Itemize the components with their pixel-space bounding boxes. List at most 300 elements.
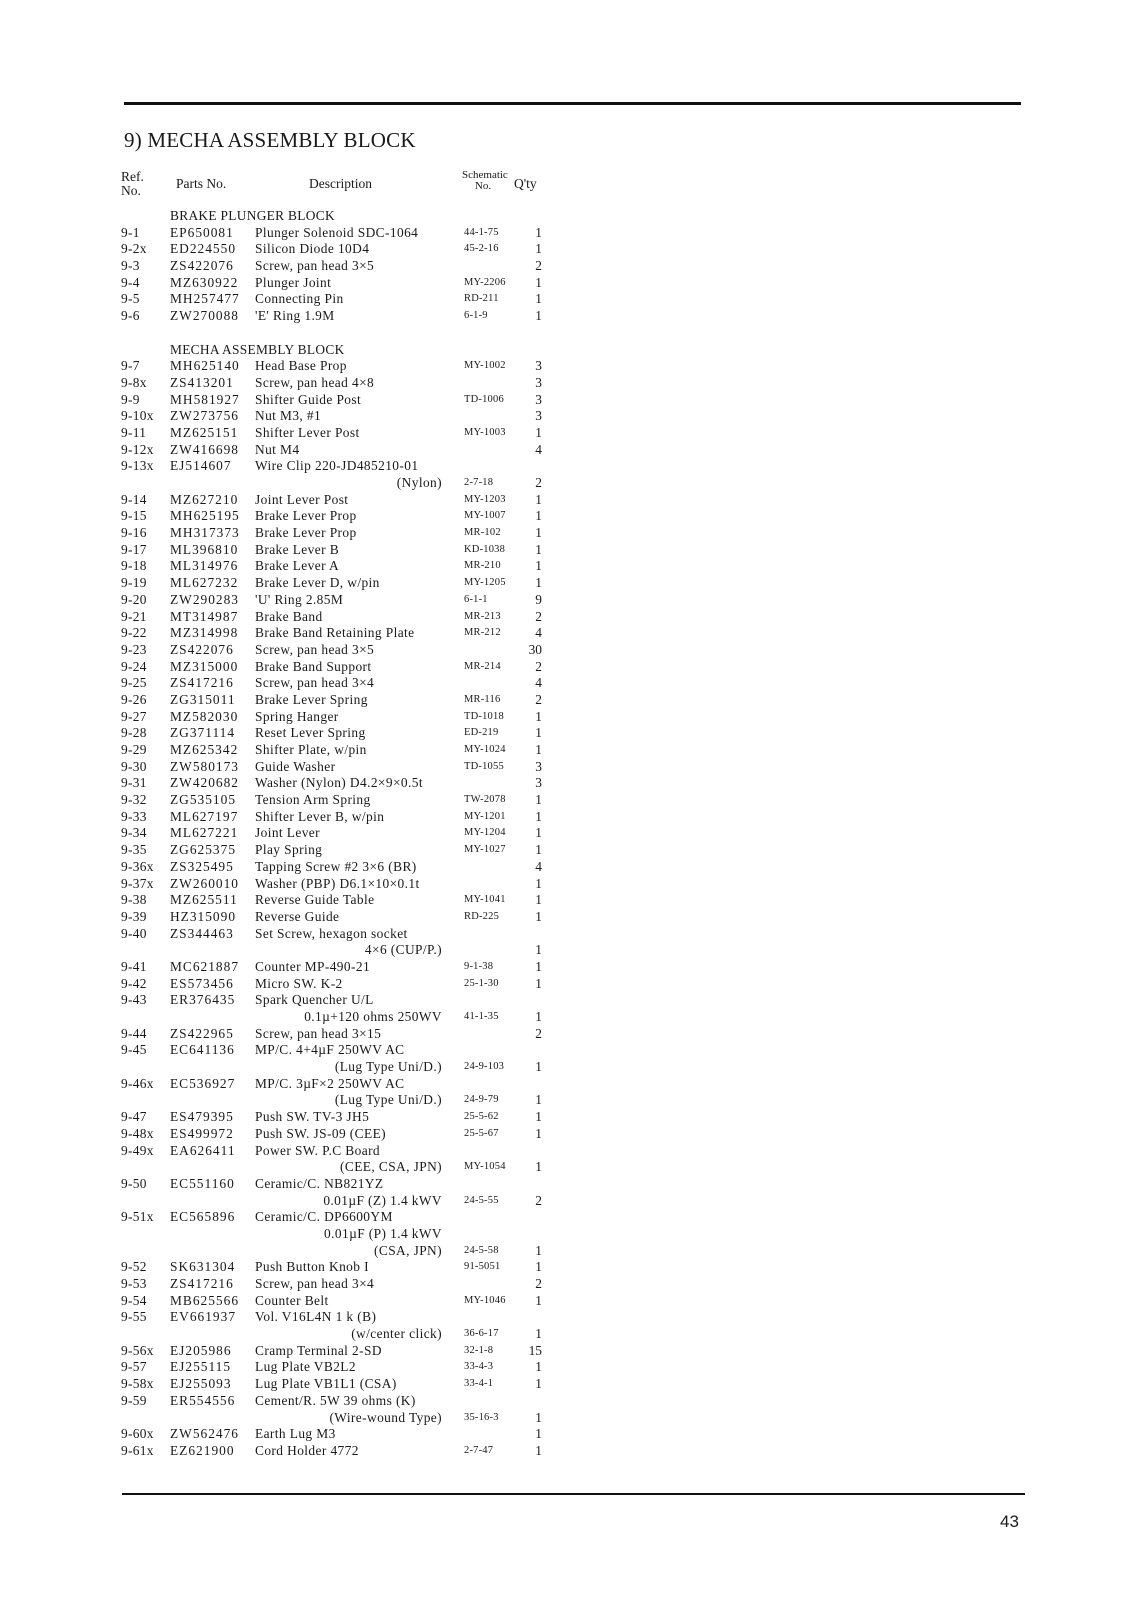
header-description: Description (309, 176, 372, 191)
table-row (0, 892, 1132, 909)
qty-cell: 1 (535, 1159, 542, 1175)
qty-cell: 2 (535, 1276, 542, 1291)
schematic-no-cell: TD-1055 (464, 760, 504, 772)
description-cell: Brake Lever Prop (255, 508, 357, 524)
parts-no-cell: EJ255115 (170, 1359, 232, 1375)
parts-no-cell: MZ625511 (170, 892, 238, 908)
ref-no-cell: 9-26 (121, 691, 147, 707)
parts-no-cell: SK631304 (170, 1259, 236, 1275)
description-cell: Push Button Knob I (255, 1259, 369, 1275)
parts-no-cell: MH257477 (170, 291, 240, 307)
schematic-no-cell: 33-4-1 (464, 1378, 494, 1390)
table-row (0, 1309, 1132, 1326)
description-cell: Lug Plate VB1L1 (CSA) (255, 1376, 397, 1392)
description-cell: Set Screw, hexagon socket (255, 925, 408, 941)
schematic-no-cell: TW-2078 (464, 794, 506, 806)
schematic-no-cell: TD-1018 (464, 710, 504, 722)
description-cell: Micro SW. K-2 (255, 975, 343, 991)
schematic-no-cell: 35-16-3 (464, 1411, 499, 1423)
description-cell: 'U' Ring 2.85M (255, 591, 344, 607)
table-row (0, 675, 1132, 692)
schematic-no-cell: MY-1003 (464, 426, 506, 438)
parts-no-cell: MT314987 (170, 608, 239, 624)
ref-no-cell: 9-43 (121, 992, 147, 1008)
table-row (0, 876, 1132, 893)
table-row (0, 976, 1132, 993)
qty-cell: 1 (535, 1259, 542, 1275)
table-row (0, 258, 1132, 275)
table-row (0, 742, 1132, 759)
table-row-continuation (0, 1059, 1132, 1076)
description-cell: Brake Band Retaining Plate (255, 625, 415, 641)
schematic-no-cell: 25-5-67 (464, 1127, 499, 1139)
parts-no-cell: EC565896 (170, 1209, 236, 1225)
schematic-no-cell: 24-9-79 (464, 1094, 499, 1106)
ref-no-cell: 9-3 (121, 258, 140, 274)
table-row (0, 291, 1132, 308)
qty-cell: 1 (535, 1359, 542, 1375)
schematic-no-cell: 25-5-62 (464, 1111, 499, 1123)
table-row (0, 1143, 1132, 1160)
qty-cell: 1 (535, 508, 542, 524)
description-cell: Lug Plate VB2L2 (255, 1359, 356, 1375)
description-cell: Reverse Guide Table (255, 892, 375, 908)
qty-cell: 1 (535, 274, 542, 290)
qty-cell: 1 (535, 1125, 542, 1141)
parts-no-cell: EA626411 (170, 1142, 236, 1158)
description-cell: Joint Lever Post (255, 491, 349, 507)
table-row (0, 959, 1132, 976)
table-row (0, 492, 1132, 509)
description-cell: Cement/R. 5W 39 ohms (K) (255, 1392, 416, 1408)
parts-no-cell: EJ255093 (170, 1376, 232, 1392)
description-cell: Brake Band Support (255, 658, 372, 674)
ref-no-cell: 9-37x (121, 875, 154, 891)
description-cell: (Wire-wound Type) (329, 1409, 442, 1425)
table-row (0, 1343, 1132, 1360)
ref-no-cell: 9-23 (121, 641, 147, 657)
description-cell: Screw, pan head 3×4 (255, 675, 375, 691)
ref-no-cell: 9-40 (121, 925, 147, 941)
description-cell: Ceramic/C. DP6600YM (255, 1209, 393, 1225)
qty-cell: 1 (535, 525, 542, 541)
schematic-no-cell: 33-4-3 (464, 1361, 494, 1373)
description-cell: Shifter Guide Post (255, 391, 362, 407)
parts-no-cell: ML627221 (170, 825, 239, 841)
schematic-no-cell: RD-225 (464, 910, 500, 922)
ref-no-cell: 9-8x (121, 374, 147, 390)
qty-cell: 3 (535, 374, 542, 390)
ref-no-cell: 9-57 (121, 1359, 147, 1375)
qty-cell: 1 (535, 975, 542, 991)
description-cell: Nut M3, #1 (255, 408, 322, 424)
header-ref-line2: No. (121, 183, 141, 198)
table-row (0, 1426, 1132, 1443)
parts-no-cell: MH317373 (170, 525, 240, 541)
table-row (0, 792, 1132, 809)
ref-no-cell: 9-29 (121, 742, 147, 757)
qty-cell: 3 (535, 358, 542, 374)
table-row (0, 625, 1132, 642)
table-row (0, 825, 1132, 842)
ref-no-cell: 9-60x (121, 1426, 154, 1442)
qty-cell: 1 (535, 1292, 542, 1308)
ref-no-cell: 9-59 (121, 1392, 147, 1408)
description-cell: Play Spring (255, 842, 323, 858)
table-row (0, 1376, 1132, 1393)
ref-no-cell: 9-61x (121, 1442, 154, 1458)
parts-no-cell: ZS417216 (170, 1276, 234, 1291)
ref-no-cell: 9-18 (121, 558, 147, 574)
schematic-no-cell: MY-1203 (464, 493, 506, 505)
qty-cell: 2 (535, 258, 542, 274)
ref-no-cell: 9-13x (121, 458, 154, 474)
description-cell: Connecting Pin (255, 291, 344, 307)
schematic-no-cell: 36-6-17 (464, 1328, 499, 1340)
description-cell: Reset Lever Spring (255, 725, 366, 741)
ref-no-cell: 9-50 (121, 1175, 147, 1191)
schematic-no-cell: MR-210 (464, 560, 501, 572)
qty-cell: 3 (535, 758, 542, 774)
parts-no-cell: ML627197 (170, 808, 239, 824)
schematic-no-cell: 45-2-16 (464, 243, 499, 255)
parts-no-cell: ZG535105 (170, 792, 237, 808)
description-cell: Ceramic/C. NB821YZ (255, 1175, 384, 1191)
table-row (0, 575, 1132, 592)
qty-cell: 1 (535, 942, 542, 958)
qty-cell: 4 (535, 675, 542, 691)
qty-cell: 1 (535, 808, 542, 824)
schematic-no-cell: 44-1-75 (464, 226, 499, 238)
description-cell: (Lug Type Uni/D.) (334, 1092, 442, 1108)
parts-no-cell: ZW562476 (170, 1426, 239, 1442)
description-cell: MP/C. 4+4µF 250WV AC (255, 1042, 405, 1058)
table-row (0, 1293, 1132, 1310)
schematic-no-cell: 2-7-18 (464, 477, 494, 488)
ref-no-cell: 9-25 (121, 675, 147, 691)
table-row (0, 1359, 1132, 1376)
schematic-no-cell: TD-1006 (464, 393, 504, 405)
parts-no-cell: MH581927 (170, 391, 240, 407)
schematic-no-cell: MY-1054 (464, 1161, 506, 1173)
description-cell: Cramp Terminal 2-SD (255, 1342, 382, 1358)
parts-no-cell: ZG371114 (170, 725, 236, 741)
description-cell: Push SW. TV-3 JH5 (255, 1109, 370, 1125)
qty-cell: 1 (535, 1009, 542, 1024)
schematic-no-cell: MY-1007 (464, 510, 506, 522)
qty-cell: 1 (535, 424, 542, 440)
table-row (0, 225, 1132, 242)
qty-cell: 1 (535, 875, 542, 891)
qty-cell: 1 (535, 1326, 542, 1342)
parts-no-cell: ZW580173 (170, 758, 239, 774)
parts-no-cell: ZG315011 (170, 691, 236, 707)
parts-no-cell: MZ625342 (170, 742, 239, 757)
ref-no-cell: 9-35 (121, 842, 147, 858)
qty-cell: 1 (535, 958, 542, 974)
table-row (0, 1076, 1132, 1093)
ref-no-cell: 9-7 (121, 358, 140, 374)
table-row (0, 241, 1132, 258)
description-cell: Screw, pan head 4×8 (255, 374, 375, 390)
qty-cell: 1 (535, 1376, 542, 1392)
ref-no-cell: 9-32 (121, 792, 147, 808)
table-row (0, 1126, 1132, 1143)
description-cell: Plunger Joint (255, 274, 332, 290)
table-row (0, 1276, 1132, 1293)
header-schematic-line1: Schematic (462, 169, 508, 181)
schematic-no-cell: MR-102 (464, 527, 501, 539)
description-cell: Vol. V16L4N 1 k (B) (255, 1309, 377, 1325)
schematic-no-cell: RD-211 (464, 293, 499, 305)
parts-no-cell: HZ315090 (170, 908, 237, 924)
ref-no-cell: 9-15 (121, 508, 147, 524)
schematic-no-cell: MY-1205 (464, 577, 506, 589)
parts-no-cell: MZ625151 (170, 424, 239, 440)
section-heading (0, 208, 1132, 225)
parts-no-cell: MZ315000 (170, 658, 239, 674)
section-heading (0, 342, 1132, 359)
qty-cell: 1 (535, 558, 542, 574)
table-row (0, 775, 1132, 792)
description-cell: 'E' Ring 1.9M (255, 308, 335, 324)
ref-no-cell: 9-46x (121, 1075, 154, 1091)
ref-no-cell: 9-24 (121, 658, 147, 674)
description-cell: Screw, pan head 3×5 (255, 641, 375, 657)
top-rule (124, 102, 1021, 105)
parts-no-cell: MZ627210 (170, 491, 239, 507)
header-ref-line1: Ref. (121, 169, 144, 184)
ref-no-cell: 9-6 (121, 308, 140, 324)
parts-no-cell: MH625140 (170, 358, 240, 374)
ref-no-cell: 9-48x (121, 1125, 154, 1141)
qty-cell: 4 (535, 858, 542, 874)
description-cell: Brake Lever Spring (255, 691, 368, 707)
ref-no-cell: 9-45 (121, 1042, 147, 1058)
ref-no-cell: 9-19 (121, 575, 147, 591)
description-cell: Power SW. P.C Board (255, 1142, 381, 1158)
page-title: 9) MECHA ASSEMBLY BLOCK (124, 128, 416, 152)
ref-no-cell: 9-42 (121, 975, 147, 991)
table-row (0, 558, 1132, 575)
description-cell: Wire Clip 220-JD485210-01 (255, 458, 419, 474)
qty-cell: 1 (535, 224, 542, 240)
table-row (0, 375, 1132, 392)
parts-list (0, 208, 1132, 1460)
table-row (0, 926, 1132, 943)
table-row-continuation (0, 1243, 1132, 1260)
parts-no-cell: ZW416698 (170, 441, 239, 457)
ref-no-cell: 9-39 (121, 908, 147, 924)
ref-no-cell: 9-58x (121, 1376, 154, 1392)
parts-no-cell: EJ514607 (170, 458, 232, 474)
schematic-no-cell: 24-5-55 (464, 1194, 499, 1206)
qty-cell: 1 (535, 575, 542, 591)
parts-no-cell: EC551160 (170, 1175, 235, 1191)
parts-no-cell: ZS422076 (170, 258, 234, 274)
parts-no-cell: ES479395 (170, 1109, 234, 1125)
parts-no-cell: EP650081 (170, 224, 234, 240)
description-cell: Brake Lever D, w/pin (255, 575, 380, 591)
table-row (0, 725, 1132, 742)
description-cell: (Nylon) (396, 475, 442, 490)
ref-no-cell: 9-51x (121, 1209, 154, 1225)
page-number: 43 (1000, 1512, 1019, 1531)
qty-cell: 1 (535, 1059, 542, 1075)
parts-no-cell: ES573456 (170, 975, 234, 991)
parts-no-cell: ZW273756 (170, 408, 239, 424)
parts-no-cell: ML627232 (170, 575, 239, 591)
qty-cell: 1 (535, 241, 542, 257)
schematic-no-cell: MY-1027 (464, 844, 506, 856)
schematic-no-cell: 6-1-9 (464, 310, 488, 322)
qty-cell: 1 (535, 1242, 542, 1258)
table-row (0, 392, 1132, 409)
table-row-continuation (0, 1410, 1132, 1427)
schematic-no-cell: MY-1201 (464, 810, 506, 822)
description-cell: Reverse Guide (255, 908, 340, 924)
description-cell: Brake Lever B (255, 541, 340, 557)
description-cell: Counter MP-490-21 (255, 958, 371, 974)
description-cell: 4×6 (CUP/P.) (364, 942, 442, 958)
parts-no-cell: ZS325495 (170, 858, 234, 874)
parts-no-cell: ZW420682 (170, 775, 239, 791)
ref-no-cell: 9-12x (121, 441, 154, 457)
ref-no-cell: 9-52 (121, 1259, 147, 1275)
table-row (0, 458, 1132, 475)
table-row-continuation (0, 1326, 1132, 1343)
description-cell: Cord Holder 4772 (255, 1442, 359, 1458)
table-row (0, 709, 1132, 726)
parts-no-cell: ZS344463 (170, 925, 234, 941)
description-cell: Spark Quencher U/L (255, 992, 374, 1008)
ref-no-cell: 9-5 (121, 291, 140, 307)
schematic-no-cell: MY-1002 (464, 360, 506, 372)
schematic-no-cell: 24-9-103 (464, 1061, 505, 1073)
ref-no-cell: 9-4 (121, 274, 140, 290)
schematic-no-cell: MY-1041 (464, 894, 506, 906)
description-cell: Earth Lug M3 (255, 1426, 336, 1442)
table-row (0, 508, 1132, 525)
description-cell: Screw, pan head 3×15 (255, 1025, 382, 1041)
ref-no-cell: 9-11 (121, 424, 147, 440)
description-cell: Brake Lever Prop (255, 525, 357, 541)
description-cell: (Lug Type Uni/D.) (334, 1059, 442, 1075)
parts-no-cell: MZ630922 (170, 274, 239, 290)
parts-no-cell: EZ621900 (170, 1442, 235, 1458)
description-cell: (CEE, CSA, JPN) (340, 1159, 442, 1175)
table-row (0, 642, 1132, 659)
parts-no-cell: ML314976 (170, 558, 239, 574)
ref-no-cell: 9-31 (121, 775, 147, 791)
header-schematic-no (462, 169, 508, 192)
description-cell: Washer (PBP) D6.1×10×0.1t (255, 875, 420, 891)
qty-cell: 2 (535, 608, 542, 624)
description-cell: Brake Band (255, 608, 323, 624)
ref-no-cell: 9-47 (121, 1109, 147, 1125)
ref-no-cell: 9-56x (121, 1342, 154, 1358)
description-cell: Shifter Lever B, w/pin (255, 808, 385, 824)
table-row (0, 759, 1132, 776)
qty-cell: 4 (535, 441, 542, 457)
schematic-no-cell: 25-1-30 (464, 977, 499, 989)
table-row (0, 1443, 1132, 1460)
section-heading-text: MECHA ASSEMBLY BLOCK (170, 341, 345, 357)
qty-cell: 4 (535, 625, 542, 641)
schematic-no-cell: MR-213 (464, 610, 501, 622)
description-cell: (CSA, JPN) (374, 1242, 442, 1258)
schematic-no-cell: 2-7-47 (464, 1444, 494, 1456)
qty-cell: 1 (535, 308, 542, 324)
description-cell: Spring Hanger (255, 708, 339, 724)
table-row-continuation (0, 1009, 1132, 1026)
table-row (0, 408, 1132, 425)
table-row (0, 275, 1132, 292)
qty-cell: 1 (535, 491, 542, 507)
table-row (0, 358, 1132, 375)
ref-no-cell: 9-36x (121, 858, 154, 874)
table-row (0, 1259, 1132, 1276)
description-cell: Shifter Plate, w/pin (255, 742, 367, 757)
table-row (0, 609, 1132, 626)
schematic-no-cell: ED-219 (464, 727, 499, 739)
qty-cell: 3 (535, 391, 542, 407)
table-row (0, 442, 1132, 459)
parts-no-cell: MH625195 (170, 508, 240, 524)
ref-no-cell: 9-33 (121, 808, 147, 824)
ref-no-cell: 9-2x (121, 241, 147, 257)
description-cell: 0.01µF (Z) 1.4 kWV (323, 1192, 442, 1208)
qty-cell: 1 (535, 291, 542, 307)
qty-cell: 1 (535, 825, 542, 841)
qty-cell: 1 (535, 892, 542, 908)
description-cell: Head Base Prop (255, 358, 347, 374)
ref-no-cell: 9-16 (121, 525, 147, 541)
description-cell: Tension Arm Spring (255, 792, 371, 808)
schematic-no-cell: MY-1024 (464, 744, 506, 755)
qty-cell: 1 (535, 1426, 542, 1442)
ref-no-cell: 9-49x (121, 1142, 154, 1158)
parts-no-cell: MZ582030 (170, 708, 239, 724)
qty-cell: 1 (535, 792, 542, 808)
table-row (0, 809, 1132, 826)
description-cell: Screw, pan head 3×5 (255, 258, 375, 274)
qty-cell: 2 (535, 658, 542, 674)
table-row (0, 592, 1132, 609)
qty-cell: 1 (535, 708, 542, 724)
section-heading-text: BRAKE PLUNGER BLOCK (170, 208, 335, 223)
table-row (0, 992, 1132, 1009)
qty-cell: 1 (535, 908, 542, 924)
table-row-continuation (0, 1226, 1132, 1243)
parts-no-cell: EV661937 (170, 1309, 237, 1325)
qty-cell: 1 (535, 742, 542, 757)
qty-cell: 2 (535, 1192, 542, 1208)
parts-no-cell: MZ314998 (170, 625, 239, 641)
parts-no-cell: EC536927 (170, 1075, 236, 1091)
description-cell: Nut M4 (255, 441, 300, 457)
table-row-continuation (0, 1193, 1132, 1210)
bottom-rule (122, 1493, 1025, 1495)
parts-no-cell: ZG625375 (170, 842, 237, 858)
ref-no-cell: 9-55 (121, 1309, 147, 1325)
table-row (0, 1109, 1132, 1126)
parts-no-cell: ZS413201 (170, 374, 234, 390)
ref-no-cell: 9-21 (121, 608, 147, 624)
ref-no-cell: 9-1 (121, 224, 140, 240)
ref-no-cell: 9-41 (121, 958, 147, 974)
parts-no-cell: EJ205986 (170, 1342, 232, 1358)
